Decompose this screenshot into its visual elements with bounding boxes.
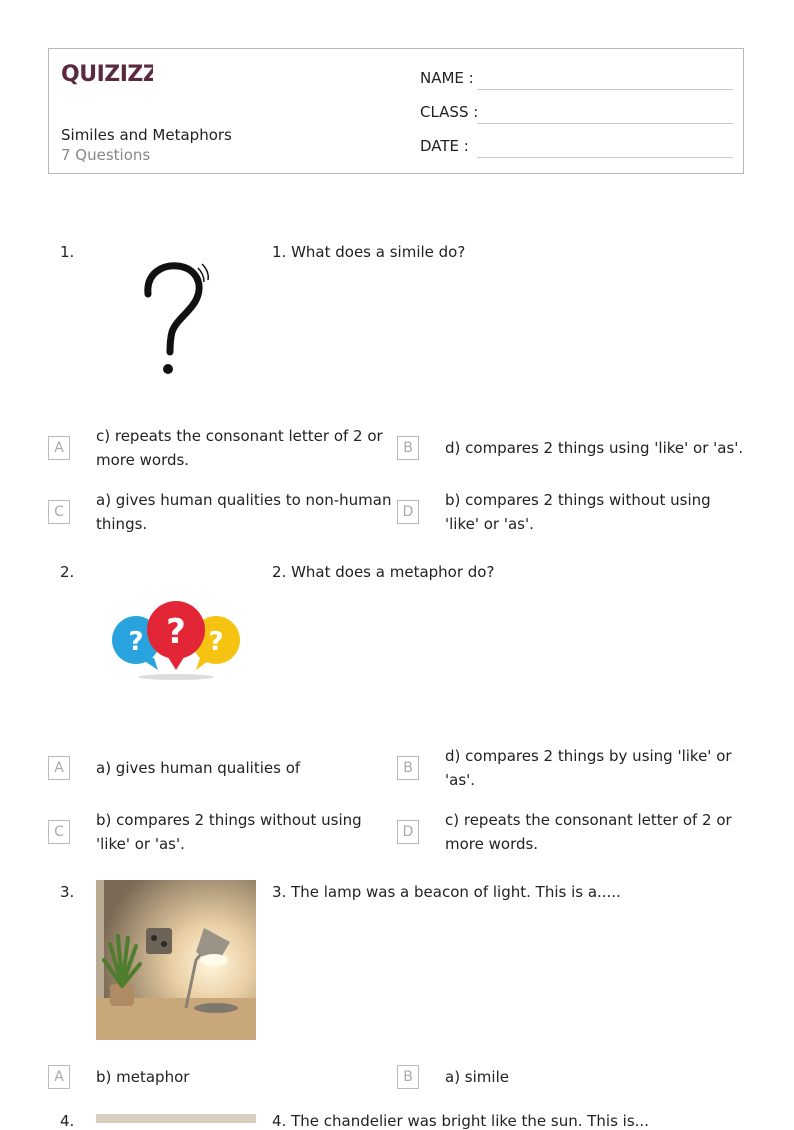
question-text: 4. The chandelier was bright like the sun. This is...: [272, 1112, 649, 1130]
desk-lamp-photo: [96, 880, 256, 1044]
question-number: 3.: [60, 883, 75, 901]
option-letter-c[interactable]: C: [48, 500, 70, 524]
option-text[interactable]: d) compares 2 things using 'like' or 'as'.: [445, 439, 744, 457]
question-number: 2.: [60, 563, 75, 581]
svg-text:?: ?: [128, 627, 144, 657]
option-text[interactable]: b) compares 2 things without using 'like' or 'as'.: [96, 811, 362, 853]
option-letter-b[interactable]: B: [397, 756, 419, 780]
question-number: 4.: [60, 1112, 75, 1130]
option-letter-d[interactable]: D: [397, 820, 419, 844]
question-count: 7 Questions: [61, 146, 151, 164]
class-line[interactable]: [477, 123, 733, 124]
option-letter-a[interactable]: A: [48, 436, 70, 460]
name-line[interactable]: [477, 89, 733, 90]
worksheet-header: [48, 48, 744, 174]
question-number: 1.: [60, 243, 75, 261]
svg-text:QUIZIZZ: QUIZIZZ: [61, 62, 153, 87]
name-label: NAME :: [420, 69, 474, 87]
question-text: 2. What does a metaphor do?: [272, 563, 495, 581]
option-letter-d[interactable]: D: [397, 500, 419, 524]
quizizz-logo: [61, 59, 153, 91]
option-text[interactable]: b) metaphor: [96, 1068, 190, 1086]
date-label: DATE :: [420, 137, 469, 155]
option-letter-b[interactable]: B: [397, 1065, 419, 1089]
chandelier-photo: [96, 1114, 256, 1123]
option-text[interactable]: a) gives human qualities of: [96, 759, 301, 777]
option-text[interactable]: d) compares 2 things by using 'like' or 'as'.: [445, 747, 732, 789]
question-text: 3. The lamp was a beacon of light. This is a.....: [272, 883, 621, 901]
option-letter-a[interactable]: A: [48, 1065, 70, 1089]
option-text[interactable]: a) simile: [445, 1068, 509, 1086]
date-line[interactable]: [477, 157, 733, 158]
svg-text:?: ?: [208, 627, 224, 657]
option-letter-b[interactable]: B: [397, 436, 419, 460]
svg-text:?: ?: [166, 612, 186, 652]
option-text[interactable]: b) compares 2 things without using 'like' or 'as'.: [445, 491, 711, 533]
worksheet-title: Similes and Metaphors: [61, 126, 232, 144]
option-text[interactable]: c) repeats the consonant letter of 2 or more words.: [96, 427, 383, 469]
class-label: CLASS :: [420, 103, 479, 121]
question-text: 1. What does a simile do?: [272, 243, 466, 261]
question-bubbles-icon: [108, 596, 248, 690]
option-letter-a[interactable]: A: [48, 756, 70, 780]
option-text[interactable]: a) gives human qualities to non-human things.: [96, 491, 392, 533]
option-letter-c[interactable]: C: [48, 820, 70, 844]
question-mark-icon: [130, 256, 220, 384]
option-text[interactable]: c) repeats the consonant letter of 2 or more words.: [445, 811, 732, 853]
